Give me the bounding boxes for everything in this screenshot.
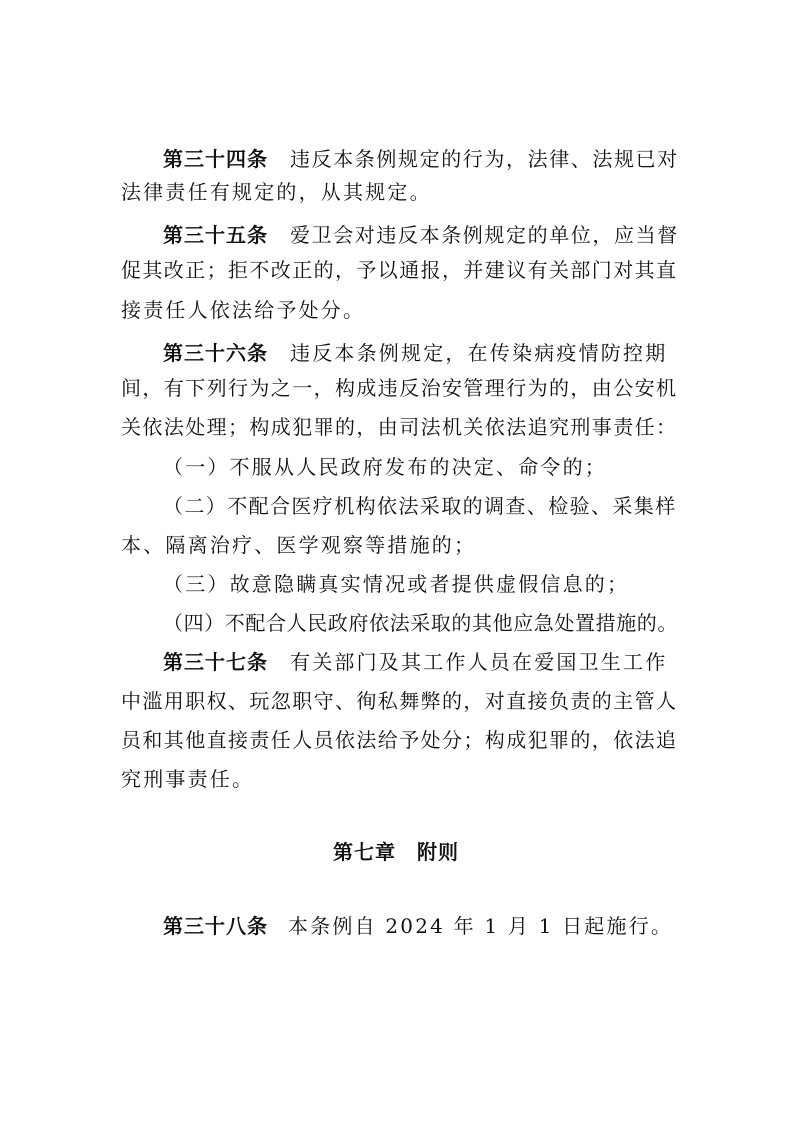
article-35-line-3: 接责任人依法给予处分。: [121, 298, 366, 322]
article-37-label: 第三十七条: [163, 650, 268, 674]
article-38-line-1: [163, 912, 673, 940]
article-38-label: 第三十八条: [163, 914, 268, 938]
article-35-line-1: [163, 221, 679, 249]
article-37-text-1: 有关部门及其工作人员在爱国卫生工作: [290, 650, 668, 674]
article-37-line-4: 究刑事责任。: [121, 767, 255, 791]
article-36-item-3: （三）故意隐瞒真实情况或者提供虚假信息的；: [163, 572, 630, 596]
article-35-line-2: 促其改正；拒不改正的，予以通报，并建议有关部门对其直: [121, 258, 678, 282]
article-37-line-3: 员和其他直接责任人员依法给予处分；构成犯罪的，依法追: [121, 728, 678, 752]
article-35-label: 第三十五条: [163, 223, 268, 247]
article-36-text-1: 违反本条例规定，在传染病疫情防控期: [290, 341, 668, 365]
chapter-7-heading: 第七章 附则: [333, 840, 459, 864]
article-36-item-2-line-1: （二）不配合医疗机构依法采取的调查、检验、采集样: [163, 494, 677, 518]
article-37-line-2: 中滥用职权、玩忽职守、徇私舞弊的，对直接负责的主管人: [121, 689, 678, 713]
article-38-text-1: 本条例自 2024 年 1 月 1 日起施行。: [288, 914, 674, 938]
article-34-line-1: [163, 145, 679, 173]
article-36-item-1: （一）不服从人民政府发布的决定、命令的；: [163, 455, 607, 479]
article-36-line-2: 间，有下列行为之一，构成违反治安管理行为的，由公安机: [121, 376, 678, 400]
article-34-line-2: 法律责任有规定的，从其规定。: [121, 180, 432, 204]
article-34-label: 第三十四条: [163, 147, 268, 171]
article-34-text-1: 违反本条例规定的行为，法律、法规已对: [290, 147, 679, 171]
article-36-line-3: 关依法处理；构成犯罪的，由司法机关依法追究刑事责任：: [121, 415, 678, 439]
article-36-label: 第三十六条: [163, 341, 268, 365]
article-36-item-2-line-2: 本、隔离治疗、医学观察等措施的；: [121, 533, 477, 557]
article-37-line-1: [163, 648, 667, 676]
article-36-item-4: （四）不配合人民政府依法采取的其他应急处置措施的。: [163, 611, 678, 635]
article-36-line-1: [163, 339, 667, 367]
article-35-text-1: 爱卫会对违反本条例规定的单位，应当督: [290, 223, 679, 247]
